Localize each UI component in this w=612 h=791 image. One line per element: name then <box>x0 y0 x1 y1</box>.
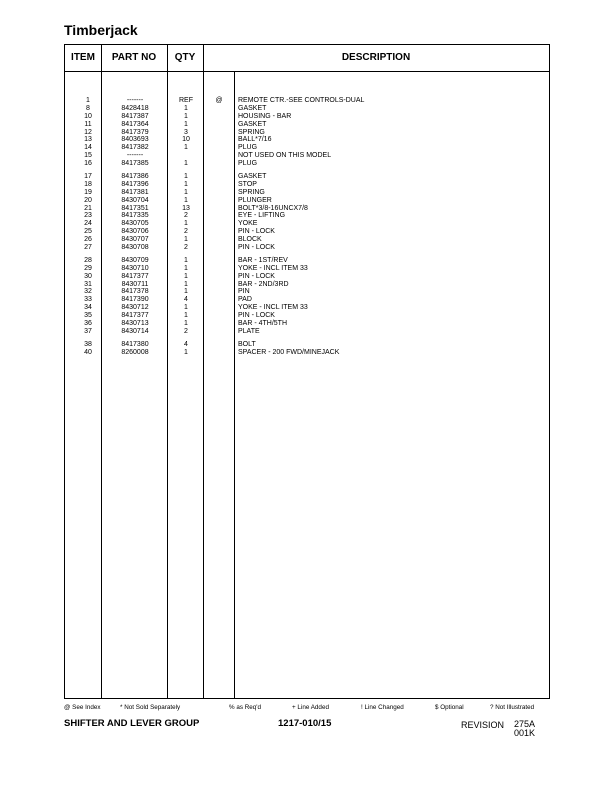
description-cell: PLUG <box>238 160 258 168</box>
part-no-cell: 8417378 <box>121 288 149 296</box>
qty-cell: 1 <box>184 304 188 312</box>
item-cell: 11 <box>84 120 92 128</box>
qty-cell: 2 <box>184 212 188 220</box>
table-row <box>65 236 549 244</box>
part-no-cell: 8417351 <box>121 204 149 212</box>
qty-cell: 1 <box>184 104 188 112</box>
item-cell: 40 <box>84 348 92 356</box>
parts-table <box>64 44 550 699</box>
description-cell: PIN - LOCK <box>238 244 275 252</box>
table-row <box>65 220 549 228</box>
legend-optional: $ Optional <box>435 704 464 711</box>
revision-num: 275A <box>514 719 536 729</box>
description-cell: BAR - 2ND/3RD <box>238 280 289 288</box>
item-cell: 14 <box>84 144 92 152</box>
qty-cell: REF <box>179 97 193 104</box>
part-no-cell: 8417380 <box>121 340 149 348</box>
legend-not-illustrated: ? Not Illustrated <box>490 704 535 711</box>
description-cell: PLUG <box>238 144 258 152</box>
item-cell: 17 <box>84 173 92 181</box>
table-row <box>65 173 549 181</box>
part-no-cell: 8417382 <box>121 144 149 152</box>
part-no-cell: 8417379 <box>121 128 149 136</box>
table-row <box>65 288 549 296</box>
qty-cell: 1 <box>184 348 188 356</box>
part-no-cell: 8430705 <box>121 220 149 228</box>
table-row <box>65 244 549 252</box>
table-row <box>65 228 549 236</box>
description-cell: GASKET <box>238 173 267 181</box>
table-row <box>65 97 549 105</box>
description-cell: BAR - 4TH/5TH <box>238 320 288 328</box>
item-cell: 37 <box>84 327 92 335</box>
item-cell: 36 <box>84 320 92 328</box>
qty-cell: 2 <box>184 228 188 236</box>
part-no-cell: 8430710 <box>121 264 149 272</box>
item-cell: 32 <box>84 288 92 296</box>
part-no-cell: 8417390 <box>121 296 149 304</box>
table-body <box>65 97 549 357</box>
table-row <box>65 152 549 160</box>
item-cell: 19 <box>84 188 92 196</box>
part-no-cell: 8430708 <box>121 244 149 252</box>
description-cell: PLUNGER <box>238 196 272 204</box>
description-cell: BLOCK <box>238 236 262 244</box>
part-no-cell: 8430712 <box>121 304 149 312</box>
part-no-cell: 8260008 <box>121 348 149 356</box>
table-row <box>65 212 549 220</box>
qty-cell: 1 <box>184 220 188 228</box>
legend-not-sold: * Not Sold Separately <box>120 704 181 711</box>
qty-cell: 4 <box>184 340 188 348</box>
qty-cell: 2 <box>184 327 188 335</box>
description-cell: NOT USED ON THIS MODEL <box>238 152 332 160</box>
part-no-cell: 8417377 <box>121 272 149 280</box>
group-code: 1217-010/15 <box>278 718 332 729</box>
part-no-cell: 8417396 <box>121 180 149 188</box>
qty-cell: 1 <box>184 256 188 264</box>
description-cell: EYE - LIFTING <box>238 212 286 220</box>
part-no-cell: 8403693 <box>121 136 149 144</box>
qty-cell: 1 <box>184 236 188 244</box>
table-row <box>65 273 549 281</box>
item-cell: 34 <box>84 304 92 312</box>
qty-cell: 1 <box>184 160 188 168</box>
item-cell: 1 <box>86 97 90 104</box>
description-cell: PAD <box>238 296 252 304</box>
header-item: ITEM <box>71 52 95 63</box>
part-no-cell: 8417335 <box>121 212 149 220</box>
table-row <box>65 205 549 213</box>
table-row <box>65 105 549 113</box>
header-qty: QTY <box>174 52 196 63</box>
item-cell: 25 <box>84 228 92 236</box>
qty-cell: 1 <box>184 188 188 196</box>
qty-cell: 4 <box>184 296 188 304</box>
qty-cell: 1 <box>184 173 188 181</box>
qty-cell: 1 <box>184 196 188 204</box>
group-title: SHIFTER AND LEVER GROUP <box>64 718 200 729</box>
description-cell: GASKET <box>238 104 267 112</box>
item-cell: 33 <box>84 296 92 304</box>
item-cell: 12 <box>84 128 92 136</box>
qty-cell: 1 <box>184 112 188 120</box>
qty-cell: 1 <box>184 272 188 280</box>
item-cell: 15 <box>84 152 92 160</box>
description-cell: PLATE <box>238 327 260 335</box>
part-no-cell: ------- <box>126 152 144 160</box>
description-cell: BALL*7/16 <box>238 136 272 144</box>
description-cell: PIN - LOCK <box>238 272 275 280</box>
description-cell: PIN - LOCK <box>238 228 275 236</box>
table-row <box>65 320 549 328</box>
revision-sub: 001K <box>514 728 536 738</box>
item-cell: 16 <box>84 160 92 168</box>
header-part-no: PART NO <box>111 52 157 63</box>
part-no-cell: 8430707 <box>121 236 149 244</box>
part-no-cell: 8430709 <box>121 256 149 264</box>
item-cell: 24 <box>84 220 92 228</box>
item-cell: 27 <box>84 244 92 252</box>
header-divider <box>65 71 549 72</box>
description-cell: BAR - 1ST/REV <box>238 256 288 264</box>
table-row <box>65 144 549 152</box>
table-row <box>65 181 549 189</box>
item-cell: 13 <box>84 136 92 144</box>
table-row <box>65 312 549 320</box>
table-row <box>65 113 549 121</box>
description-cell: PIN - LOCK <box>238 312 275 320</box>
table-row <box>65 121 549 129</box>
description-cell: HOUSING - BAR <box>238 112 292 120</box>
qty-cell: 1 <box>184 288 188 296</box>
qty-cell: 1 <box>184 180 188 188</box>
part-no-cell: 8428418 <box>121 104 149 112</box>
revision-number <box>514 720 535 738</box>
table-row <box>65 257 549 265</box>
qty-cell: 1 <box>184 280 188 288</box>
description-cell: SPRING <box>238 188 265 196</box>
part-no-cell: 8430704 <box>121 196 149 204</box>
item-cell: 30 <box>84 272 92 280</box>
part-no-cell: ------- <box>126 97 144 104</box>
qty-cell: 10 <box>182 136 190 144</box>
item-cell: 10 <box>84 112 92 120</box>
table-row <box>65 197 549 205</box>
table-row <box>65 160 549 168</box>
part-no-cell: 8417381 <box>121 188 149 196</box>
table-row <box>65 136 549 144</box>
description-cell: STOP <box>238 180 257 188</box>
description-cell: PIN <box>238 288 250 296</box>
item-cell: 26 <box>84 236 92 244</box>
qty-cell: 1 <box>184 264 188 272</box>
qty-cell: 3 <box>184 128 188 136</box>
qty-cell: 1 <box>184 312 188 320</box>
description-cell: YOKE - INCL ITEM 33 <box>238 264 308 272</box>
description-cell: REMOTE CTR.-SEE CONTROLS-DUAL <box>238 97 365 104</box>
flag-cell: @ <box>215 97 223 104</box>
item-cell: 28 <box>84 256 92 264</box>
item-cell: 31 <box>84 280 92 288</box>
header-description: DESCRIPTION <box>341 52 411 63</box>
table-row <box>65 296 549 304</box>
legend-line-added: + Line Added <box>292 704 329 711</box>
description-cell: YOKE - INCL ITEM 33 <box>238 304 308 312</box>
table-row <box>65 189 549 197</box>
qty-cell: 1 <box>184 320 188 328</box>
table-row <box>65 129 549 137</box>
description-cell: SPACER - 200 FWD/MINEJACK <box>238 348 340 356</box>
legend-line-changed: ! Line Changed <box>361 704 404 711</box>
item-cell: 8 <box>86 104 90 112</box>
table-row <box>65 328 549 336</box>
part-no-cell: 8417386 <box>121 173 149 181</box>
part-no-cell: 8417387 <box>121 112 149 120</box>
table-row <box>65 281 549 289</box>
legend-as-req: % as Req'd <box>229 704 262 711</box>
table-row <box>65 265 549 273</box>
item-cell: 18 <box>84 180 92 188</box>
item-cell: 38 <box>84 340 92 348</box>
legend-see-index: @ See Index <box>64 704 101 711</box>
item-cell: 20 <box>84 196 92 204</box>
qty-cell: 13 <box>182 204 190 212</box>
part-no-cell: 8417385 <box>121 160 149 168</box>
description-cell: YOKE <box>238 220 258 228</box>
table-row <box>65 349 549 357</box>
description-cell: SPRING <box>238 128 265 136</box>
part-no-cell: 8430713 <box>121 320 149 328</box>
part-no-cell: 8417364 <box>121 120 149 128</box>
item-cell: 23 <box>84 212 92 220</box>
part-no-cell: 8430714 <box>121 327 149 335</box>
part-no-cell: 8430706 <box>121 228 149 236</box>
item-cell: 29 <box>84 264 92 272</box>
part-no-cell: 8430711 <box>121 280 149 288</box>
description-cell: BOLT*3/8-16UNCX7/8 <box>238 204 308 212</box>
table-row <box>65 304 549 312</box>
description-cell: BOLT <box>238 340 256 348</box>
part-no-cell: 8417377 <box>121 312 149 320</box>
qty-cell: 2 <box>184 244 188 252</box>
qty-cell: 1 <box>184 144 188 152</box>
qty-cell: 1 <box>184 120 188 128</box>
table-row <box>65 341 549 349</box>
description-cell: GASKET <box>238 120 267 128</box>
item-cell: 35 <box>84 312 92 320</box>
revision-label: REVISION <box>461 720 505 730</box>
item-cell: 21 <box>84 204 92 212</box>
brand-title: Timberjack <box>64 22 138 38</box>
